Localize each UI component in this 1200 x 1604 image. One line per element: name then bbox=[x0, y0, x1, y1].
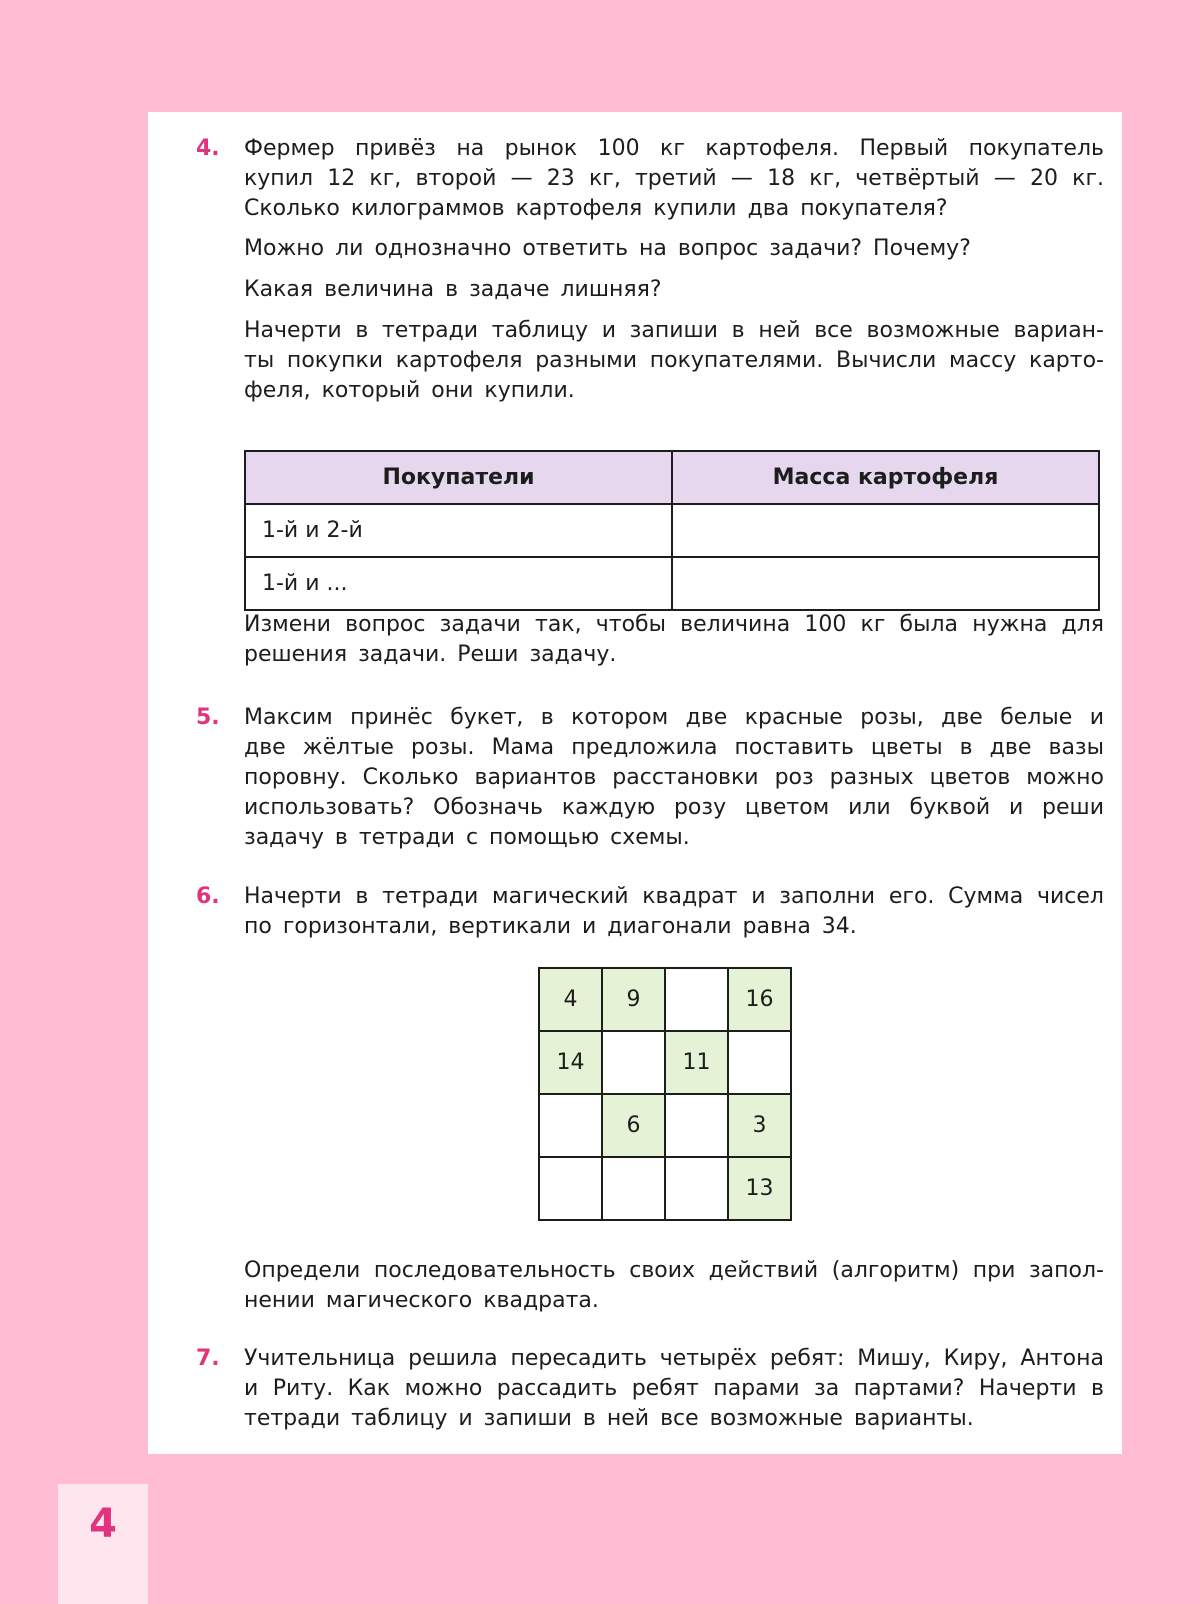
text-line: и Риту. Как можно рассадить ребят парами за партами? Начерти в bbox=[244, 1376, 1104, 1401]
square-row bbox=[539, 1094, 791, 1157]
page-number: 4 bbox=[89, 1501, 117, 1547]
table-header-row bbox=[245, 451, 1099, 504]
square-cell: 16 bbox=[728, 968, 791, 1031]
square-cell bbox=[665, 968, 728, 1031]
task-number: 4. bbox=[196, 136, 220, 161]
table-row bbox=[245, 504, 1099, 557]
square-cell: 3 bbox=[728, 1094, 791, 1157]
square-cell bbox=[728, 1031, 791, 1094]
square-cell: 14 bbox=[539, 1031, 602, 1094]
task-number: 5. bbox=[196, 705, 220, 730]
square-cell bbox=[539, 1157, 602, 1220]
square-row bbox=[539, 1157, 791, 1220]
text-line: Можно ли однозначно ответить на вопрос задачи? Почему? bbox=[244, 236, 971, 261]
textbook-page bbox=[148, 112, 1122, 1454]
square-row bbox=[539, 1031, 791, 1094]
square-cell bbox=[539, 1094, 602, 1157]
text-line: по горизонтали, вертикали и диагонали равна 34. bbox=[244, 914, 857, 939]
text-line: Фермер привёз на рынок 100 кг картофеля. Первый покупатель bbox=[244, 136, 1104, 161]
task-text bbox=[244, 1344, 1104, 1434]
table-cell bbox=[672, 557, 1099, 610]
task-text bbox=[244, 703, 1104, 853]
text-line: Начерти в тетради магический квадрат и заполни его. Сумма чисел bbox=[244, 884, 1104, 909]
square-cell: 11 bbox=[665, 1031, 728, 1094]
task-text bbox=[244, 1256, 1104, 1316]
text-line: купил 12 кг, второй — 23 кг, третий — 18 кг, четвёртый — 20 кг. bbox=[244, 166, 1104, 191]
square-cell bbox=[602, 1031, 665, 1094]
task-text bbox=[244, 882, 1104, 942]
task-text bbox=[244, 316, 1104, 406]
text-line: решения задачи. Реши задачу. bbox=[244, 642, 617, 667]
table-cell: 1-й и 2-й bbox=[245, 504, 672, 557]
task-number: 6. bbox=[196, 884, 220, 909]
text-line: две жёлтые розы. Мама предложила поставить цветы в две вазы bbox=[244, 735, 1104, 760]
table-header: Масса картофеля bbox=[672, 451, 1099, 504]
text-line: Какая величина в задаче лишняя? bbox=[244, 277, 662, 302]
text-line: тетради таблицу и запиши в ней все возможные варианты. bbox=[244, 1406, 974, 1431]
task-question bbox=[244, 275, 1104, 305]
text-line: задачу в тетради с помощью схемы. bbox=[244, 825, 690, 850]
table-row bbox=[245, 557, 1099, 610]
text-line: Сколько килограммов картофеля купили два покупателя? bbox=[244, 196, 948, 221]
square-cell: 13 bbox=[728, 1157, 791, 1220]
task-text bbox=[244, 610, 1104, 670]
square-cell bbox=[602, 1157, 665, 1220]
text-line: Измени вопрос задачи так, чтобы величина 100 кг была нужна для bbox=[244, 612, 1104, 637]
table-cell bbox=[672, 504, 1099, 557]
buyers-table bbox=[244, 450, 1100, 611]
square-cell: 9 bbox=[602, 968, 665, 1031]
magic-square bbox=[538, 967, 792, 1221]
square-row bbox=[539, 968, 791, 1031]
square-cell: 4 bbox=[539, 968, 602, 1031]
table-cell: 1-й и ... bbox=[245, 557, 672, 610]
text-line: ты покупки картофеля разными покупателями. Вычисли массу карто- bbox=[244, 348, 1104, 373]
text-line: нении магического квадрата. bbox=[244, 1288, 599, 1313]
text-line: Учительница решила пересадить четырёх ребят: Мишу, Киру, Антона bbox=[244, 1346, 1104, 1371]
task-number: 7. bbox=[196, 1346, 220, 1371]
text-line: Максим принёс букет, в котором две красные розы, две белые и bbox=[244, 705, 1104, 730]
text-line: использовать? Обозначь каждую розу цветом или буквой и реши bbox=[244, 795, 1104, 820]
text-line: Определи последовательность своих действий (алгоритм) при запол- bbox=[244, 1258, 1104, 1283]
text-line: поровну. Сколько вариантов расстановки роз разных цветов можно bbox=[244, 765, 1104, 790]
page-number-tab bbox=[58, 1484, 148, 1604]
text-line: Начерти в тетради таблицу и запиши в ней все возможные вариан- bbox=[244, 318, 1104, 343]
text-line: феля, который они купили. bbox=[244, 378, 575, 403]
table-header: Покупатели bbox=[245, 451, 672, 504]
task-text bbox=[244, 134, 1104, 224]
square-cell bbox=[665, 1094, 728, 1157]
square-cell bbox=[665, 1157, 728, 1220]
square-cell: 6 bbox=[602, 1094, 665, 1157]
task-question bbox=[244, 234, 1104, 264]
